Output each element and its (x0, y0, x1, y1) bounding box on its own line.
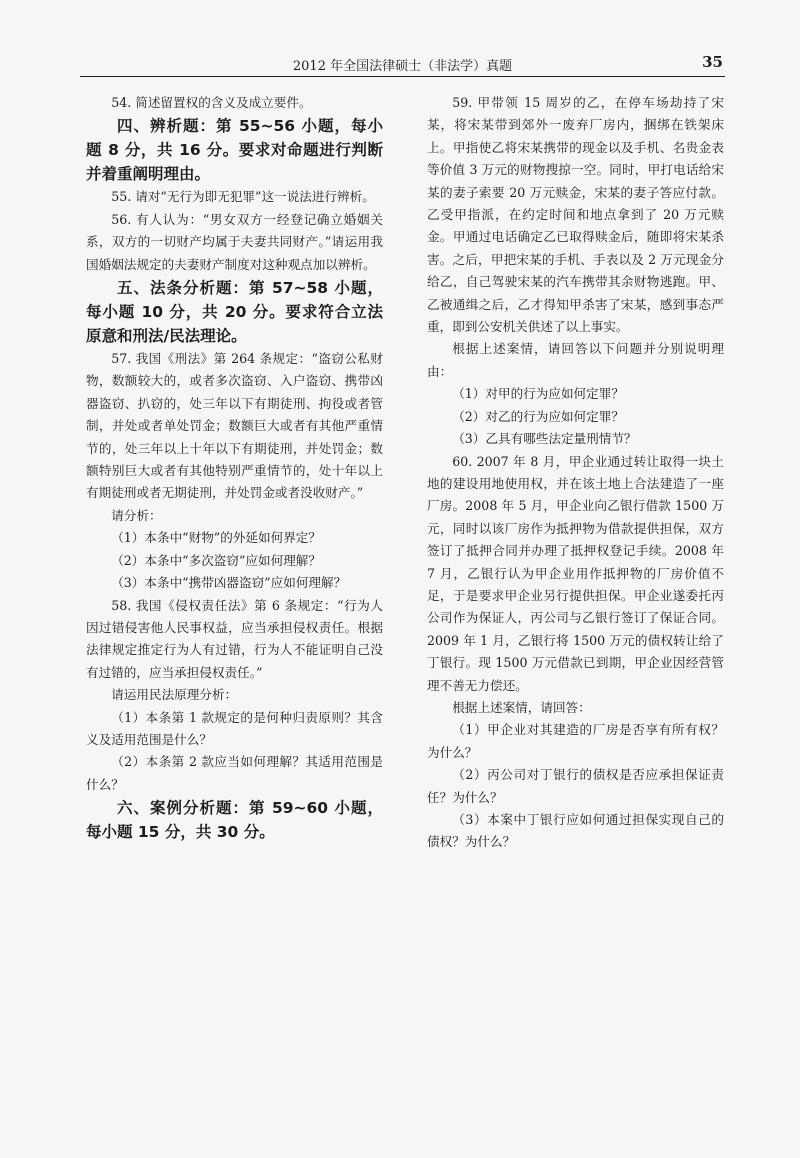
paragraph: （2）对乙的行为应如何定罪？ (452, 408, 624, 424)
paragraph: （1）甲企业对其建造的厂房是否享有所有权？为什么？ (427, 722, 724, 760)
paragraph: （1）对甲的行为应如何定罪？ (452, 386, 624, 402)
paragraph: 根据上述案情，请回答以下问题并分别说明理由： (427, 341, 724, 379)
paragraph: 59. 甲带领 15 周岁的乙，在停车场劫持了宋某，将宋某带到郊外一废弃厂房内，捆绑在铁架床上。甲指使乙将宋某携带的现金以及手机、名贵金表等价值 3 万元的财物搜掠一空。同时，甲打电话给宋某的妻子索要 20 万元赎金，宋某的妻子答应付款。乙受甲指派，在约定时间和地点拿到了 20 万元赎金。甲通过电话确定乙已取得赎金后，随即将宋某杀害。之后，甲把宋某的手机、手表以及 2 万元现金分给乙，自己驾驶宋某的汽车携带其余财物逃跑。甲、乙被通缉之后，乙才得知甲杀害了宋某，感到事态严重，即到公安机关供述了以上事实。 (427, 95, 724, 335)
paragraph: 55. 请对“无行为即无犯罪”这一说法进行辨析。 (111, 189, 375, 205)
page-number: 35 (702, 53, 723, 71)
paragraph: （2）本条第 2 款应当如何理解？其适用范围是什么？ (86, 754, 383, 792)
paragraph: 60. 2007 年 8 月，甲企业通过转让取得一块土地的建设用地使用权，并在该土地上合法建造了一座厂房。2008 年 5 月，甲企业向乙银行借款 1500 万元，同时以该厂房作为抵押物为借款提供担保，双方签订了抵押合同并办理了抵押权登记手续。2008 年 7 月，乙银行认为甲企业用作抵押物的厂房价值不足，于是要求甲企业另行提供担保。甲企业遂委托丙公司作为保证人，丙公司与乙银行签订了保证合同。2009 年 1 月，乙银行将 1500 万元的债权转让给了丁银行。现 1500 万元借款已到期，甲企业因经营管理不善无力偿还。 (427, 453, 724, 693)
paragraph: 57. 我国《刑法》第 264 条规定：“盗窃公私财物，数额较大的，或者多次盗窃、入户盗窃、携带凶器盗窃、扒窃的，处三年以下有期徒刑、拘役或者管制，并处或者单处罚金；数额巨大或者有其他严重情节的，处三年以上十年以下有期徒刑，并处罚金；数额特别巨大或者有其他特别严重情节的，处十年以上有期徒刑或者无期徒刑，并处罚金或者没收财产。” (86, 351, 383, 501)
paragraph: （3）乙具有哪些法定量刑情节？ (452, 431, 637, 447)
paragraph: 54. 简述留置权的含义及成立要件。 (111, 95, 312, 110)
paragraph: 根据上述案情，请回答： (452, 699, 591, 715)
section-heading: 六、案例分析题：第 59~60 小题，每小题 15 分，共 30 分。 (86, 799, 383, 842)
paragraph: 56. 有人认为：“男女双方一经登记确立婚姻关系，双方的一切财产均属于夫妻共同财产。”请运用我国婚姻法规定的夫妻财产制度对这种观点加以辨析。 (86, 211, 383, 272)
page-header (80, 50, 725, 77)
paragraph: 58. 我国《侵权责任法》第 6 条规定：“行为人因过错侵害他人民事权益，应当承担侵权责任。根据法律规定推定行为人有过错，行为人不能证明自己没有过错的，应当承担侵权责任。” (86, 597, 383, 680)
right-column (427, 92, 724, 854)
section-heading: 五、法条分析题：第 57~58 小题，每小题 10 分，共 20 分。要求符合立法原意和刑法/民法理论。 (86, 279, 383, 346)
left-column (86, 92, 383, 844)
paragraph: （1）本条中“财物”的外延如何界定？ (111, 530, 321, 546)
paragraph: （3）本条中“携带凶器盗窃”应如何理解？ (111, 575, 347, 591)
paragraph: （2）丙公司对丁银行的债权是否应承担保证责任？为什么？ (427, 767, 724, 805)
paragraph: 请运用民法原理分析： (111, 687, 238, 703)
running-title: 2012 年全国法律硕士（非法学）真题 (292, 59, 513, 74)
paragraph: 请分析： (111, 507, 162, 523)
paragraph: （3）本案中丁银行应如何通过担保实现自己的债权？为什么？ (427, 812, 724, 850)
paragraph: （2）本条中“多次盗窃”应如何理解？ (111, 552, 321, 568)
paragraph: （1）本条第 1 款规定的是何种归责原则？其含义及适用范围是什么？ (86, 709, 383, 747)
section-heading: 四、辨析题：第 55~56 小题，每小题 8 分，共 16 分。要求对命题进行判断并着重阐明理由。 (86, 117, 383, 184)
